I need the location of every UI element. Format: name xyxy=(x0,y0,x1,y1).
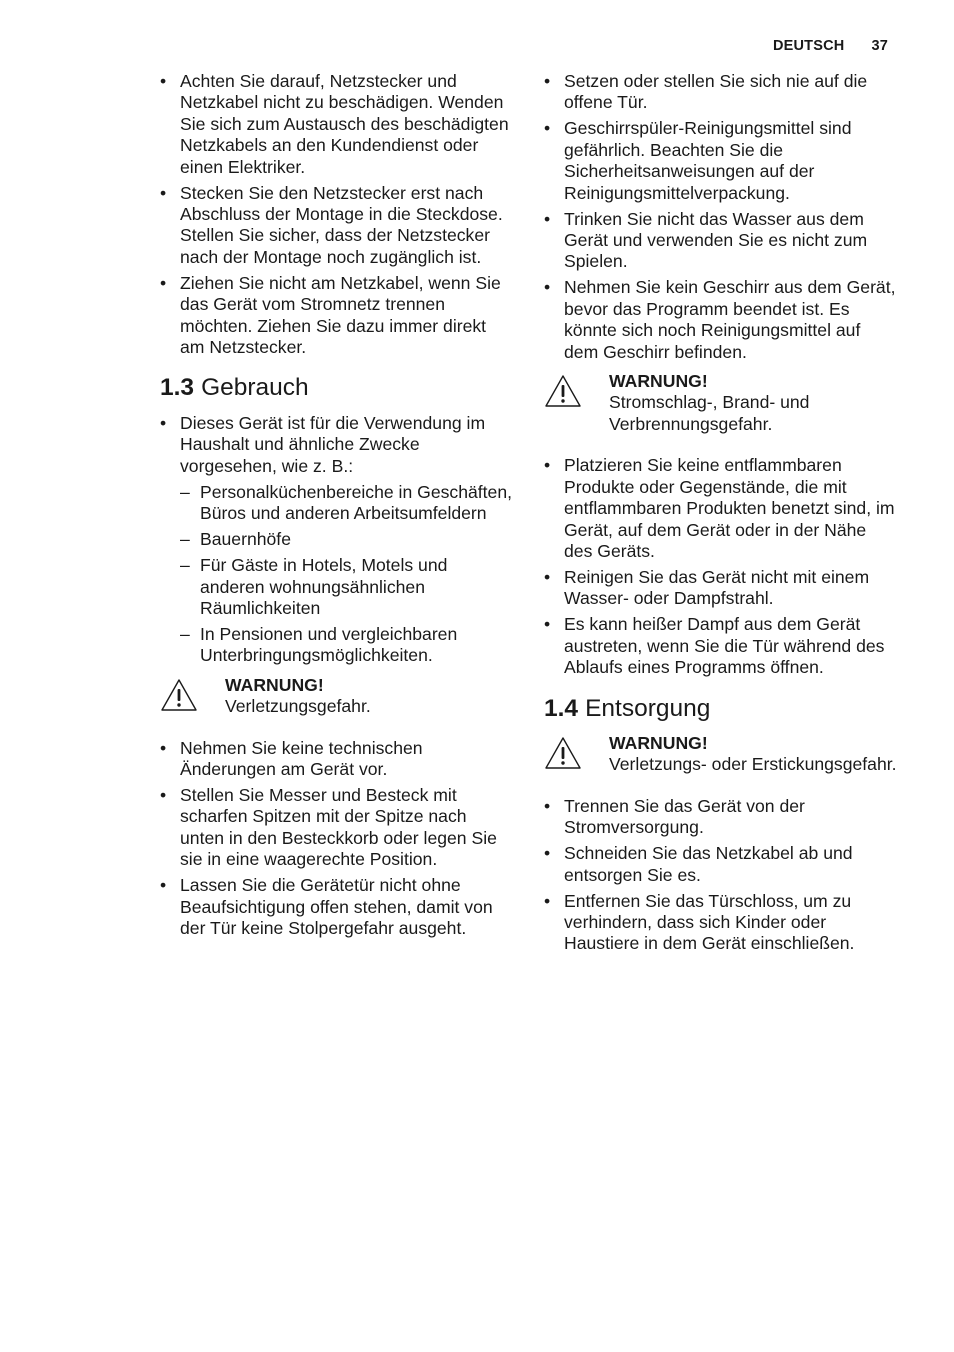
left-column xyxy=(160,71,515,944)
right-column xyxy=(544,71,899,959)
list-item: • Achten Sie darauf, Netzstecker und Netzkabel nicht zu beschädigen. Wenden Sie sich zum Austausch des beschädigten Netzkabels an den Kundendienst oder einen Elektriker. xyxy=(160,71,515,178)
list-item: • Reinigen Sie das Gerät nicht mit einem Wasser- oder Dampfstrahl. xyxy=(544,567,899,610)
safety-list xyxy=(160,738,515,940)
list-item: • Geschirrspüler-Reinigungsmittel sind gefährlich. Beachten Sie die Sicherheitsanweisungen auf der Reinigungsmittelverpackung. xyxy=(544,118,899,204)
warning-box xyxy=(160,675,515,718)
list-item: • Stellen Sie Messer und Besteck mit scharfen Spitzen mit der Spitze nach unten in den Besteckkorb oder legen Sie sie in eine waagerechte Position. xyxy=(160,785,515,871)
sublist-item: – In Pensionen und vergleichbaren Unterbringungsmöglichkeiten. xyxy=(180,624,515,667)
safety-list xyxy=(544,455,899,678)
warning-box xyxy=(544,733,899,776)
language-label: DEUTSCH xyxy=(772,38,845,54)
sublist-item: – Bauernhöfe xyxy=(180,529,515,550)
safety-list xyxy=(544,796,899,955)
safety-list xyxy=(160,71,515,358)
warning-label: WARNUNG! xyxy=(609,732,708,753)
list-item: • Es kann heißer Dampf aus dem Gerät austreten, wenn Sie die Tür während des Ablaufs eines Programms öffnen. xyxy=(544,614,899,678)
list-item: • Entfernen Sie das Türschloss, um zu verhindern, dass sich Kinder oder Haustiere in dem Gerät einschließen. xyxy=(544,891,899,955)
section-title: Entsorgung xyxy=(585,694,711,722)
warning-triangle-icon xyxy=(544,374,582,408)
section-heading-gebrauch xyxy=(160,374,515,402)
sublist-item: – Personalküchenbereiche in Geschäften, Büros und anderen Arbeitsumfeldern xyxy=(180,482,515,525)
list-item: • Ziehen Sie nicht am Netzkabel, wenn Sie das Gerät vom Stromnetz trennen möchten. Ziehen Sie dazu immer direkt am Netzstecker. xyxy=(160,273,515,359)
warning-text: Verletzungs- oder Erstickungsgefahr. xyxy=(609,754,897,775)
warning-text: Stromschlag-, Brand- und Verbrennungsgefahr. xyxy=(609,392,810,434)
list-item: • Platzieren Sie keine entflammbaren Produkte oder Gegenstände, die mit entflammbaren Produkten benetzt sind, im Gerät, auf dem Gerät oder in der Nähe des Geräts. xyxy=(544,455,899,562)
warning-triangle-icon xyxy=(160,678,198,712)
list-item: • Setzen oder stellen Sie sich nie auf die offene Tür. xyxy=(544,71,899,114)
list-item: • Stecken Sie den Netzstecker erst nach Abschluss der Montage in die Steckdose. Stellen Sie sicher, dass der Netzstecker nach der Montage noch zugänglich ist. xyxy=(160,183,515,269)
section-number: 1.4 xyxy=(544,694,579,722)
warning-text: Verletzungsgefahr. xyxy=(225,696,371,717)
list-item: • Trinken Sie nicht das Wasser aus dem Gerät und verwenden Sie es nicht zum Spielen. xyxy=(544,209,899,273)
sublist-item: – Für Gäste in Hotels, Motels und anderen wohnungsähnlichen Räumlichkeiten xyxy=(180,555,515,619)
section-number: 1.3 xyxy=(160,374,195,402)
list-item: • Lassen Sie die Gerätetür nicht ohne Beaufsichtigung offen stehen, damit von der Tür keine Stolpergefahr ausgeht. xyxy=(160,875,515,939)
usage-sublist xyxy=(180,482,515,667)
list-item: • Trennen Sie das Gerät von der Stromversorgung. xyxy=(544,796,899,839)
section-heading-entsorgung xyxy=(544,694,899,722)
page-header xyxy=(773,38,888,54)
page-number: 37 xyxy=(871,38,888,54)
warning-triangle-icon xyxy=(544,736,582,770)
list-item: • Nehmen Sie keine technischen Änderungen am Gerät vor. xyxy=(160,738,515,781)
section-title: Gebrauch xyxy=(201,374,309,402)
list-item: • Schneiden Sie das Netzkabel ab und entsorgen Sie es. xyxy=(544,843,899,886)
usage-list xyxy=(160,413,515,667)
safety-list xyxy=(544,71,899,363)
list-item: • Nehmen Sie kein Geschirr aus dem Gerät, bevor das Programm beendet ist. Es könnte sich noch Reinigungsmittel auf dem Geschirr befinden. xyxy=(544,277,899,363)
warning-label: WARNUNG! xyxy=(609,371,708,392)
usage-intro: Dieses Gerät ist für die Verwendung im Haushalt und ähnliche Zwecke vorgesehen, wie z. B.: xyxy=(180,412,486,476)
list-item xyxy=(160,413,515,667)
warning-box xyxy=(544,371,899,435)
warning-label: WARNUNG! xyxy=(225,674,324,695)
